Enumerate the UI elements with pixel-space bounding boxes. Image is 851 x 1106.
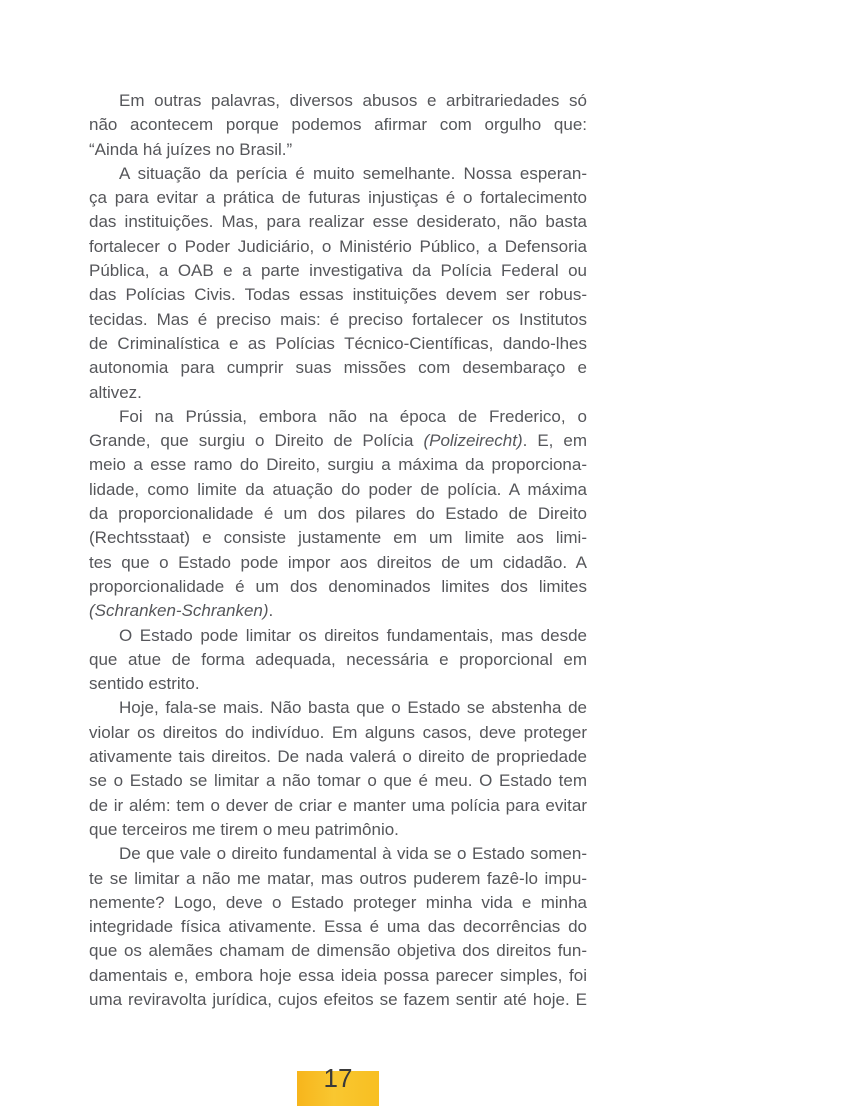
text-line: altivez. — [89, 382, 142, 402]
text-line: O Estado pode limitar os direitos fundamentais, mas desde — [119, 625, 587, 645]
text-line: que os alemães chamam de dimensão objetiva dos direitos fun- — [89, 941, 587, 961]
text-line: das instituições. Mas, para realizar esse desiderato, não basta — [89, 212, 587, 232]
text-line: Foi na Prússia, embora não na época de Frederico, o — [119, 406, 587, 426]
page-number-badge — [297, 1063, 379, 1106]
text-line: Grande, que surgiu o Direito de Polícia (Polizeirecht). E, em — [89, 431, 587, 451]
text-line: não acontecem porque podemos afirmar com orgulho que: — [89, 115, 587, 135]
text-line: nemente? Logo, deve o Estado proteger minha vida e minha — [89, 892, 587, 912]
text-line: que atue de forma adequada, necessária e proporcional em — [89, 649, 587, 669]
text-line: de ir além: tem o dever de criar e manter uma polícia para evitar — [89, 795, 587, 815]
text-line: damentais e, embora hoje essa ideia possa parecer simples, foi — [89, 965, 587, 985]
text-line: lidade, como limite da atuação do poder de polícia. A máxima — [89, 479, 587, 499]
text-line: uma reviravolta jurídica, cujos efeitos se fazem sentir até hoje. E — [89, 989, 587, 1009]
text-line: (Schranken-Schranken). — [89, 601, 274, 621]
text-line: te se limitar a não me matar, mas outros puderem fazê-lo impu- — [89, 868, 587, 888]
text-line: Hoje, fala-se mais. Não basta que o Estado se abstenha de — [119, 698, 587, 718]
text-line: meio a esse ramo do Direito, surgiu a máxima da proporciona- — [89, 455, 587, 475]
text-line: fortalecer o Poder Judiciário, o Ministério Público, a Defensoria — [89, 236, 587, 256]
text-line: De que vale o direito fundamental à vida se o Estado somen- — [119, 844, 587, 864]
text-line: de Criminalística e as Polícias Técnico-Científicas, dando-lhes — [89, 333, 587, 353]
text-line: se o Estado se limitar a não tomar o que é meu. O Estado tem — [89, 771, 587, 791]
text-line: “Ainda há juízes no Brasil.” — [89, 139, 293, 159]
text-line: ça para evitar a prática de futuras injustiças é o fortalecimento — [89, 188, 587, 208]
text-line: que terceiros me tirem o meu patrimônio. — [89, 819, 399, 839]
text-line: proporcionalidade é um dos denominados limites dos limites — [89, 576, 587, 596]
page-number: 17 — [323, 1063, 353, 1093]
text-line: violar os direitos do indivíduo. Em alguns casos, deve proteger — [89, 722, 587, 742]
text-line: Pública, a OAB e a parte investigativa da Polícia Federal ou — [89, 261, 587, 281]
text-line: Em outras palavras, diversos abusos e arbitrariedades só — [119, 91, 587, 110]
text-line: tes que o Estado pode impor aos direitos de um cidadão. A — [89, 552, 587, 572]
text-line: das Polícias Civis. Todas essas instituições devem ser robus- — [89, 285, 587, 305]
text-line: sentido estrito. — [89, 674, 200, 694]
text-line: integridade física ativamente. Essa é uma das decorrências do — [89, 917, 587, 937]
text-line: (Rechtsstaat) e consiste justamente em um limite aos limi- — [89, 528, 587, 548]
text-line: da proporcionalidade é um dos pilares do Estado de Direito — [89, 504, 587, 524]
text-line: ativamente tais direitos. De nada valerá o direito de propriedade — [89, 747, 587, 767]
text-line: tecidas. Mas é preciso mais: é preciso fortalecer os Institutos — [89, 309, 587, 329]
text-line: autonomia para cumprir suas missões com desembaraço e — [89, 358, 587, 378]
page-body-text — [89, 89, 587, 1012]
text-line: A situação da perícia é muito semelhante. Nossa esperan- — [119, 163, 587, 183]
italic-term: (Schranken-Schranken) — [89, 601, 269, 621]
italic-term: (Polizeirecht) — [423, 431, 523, 451]
